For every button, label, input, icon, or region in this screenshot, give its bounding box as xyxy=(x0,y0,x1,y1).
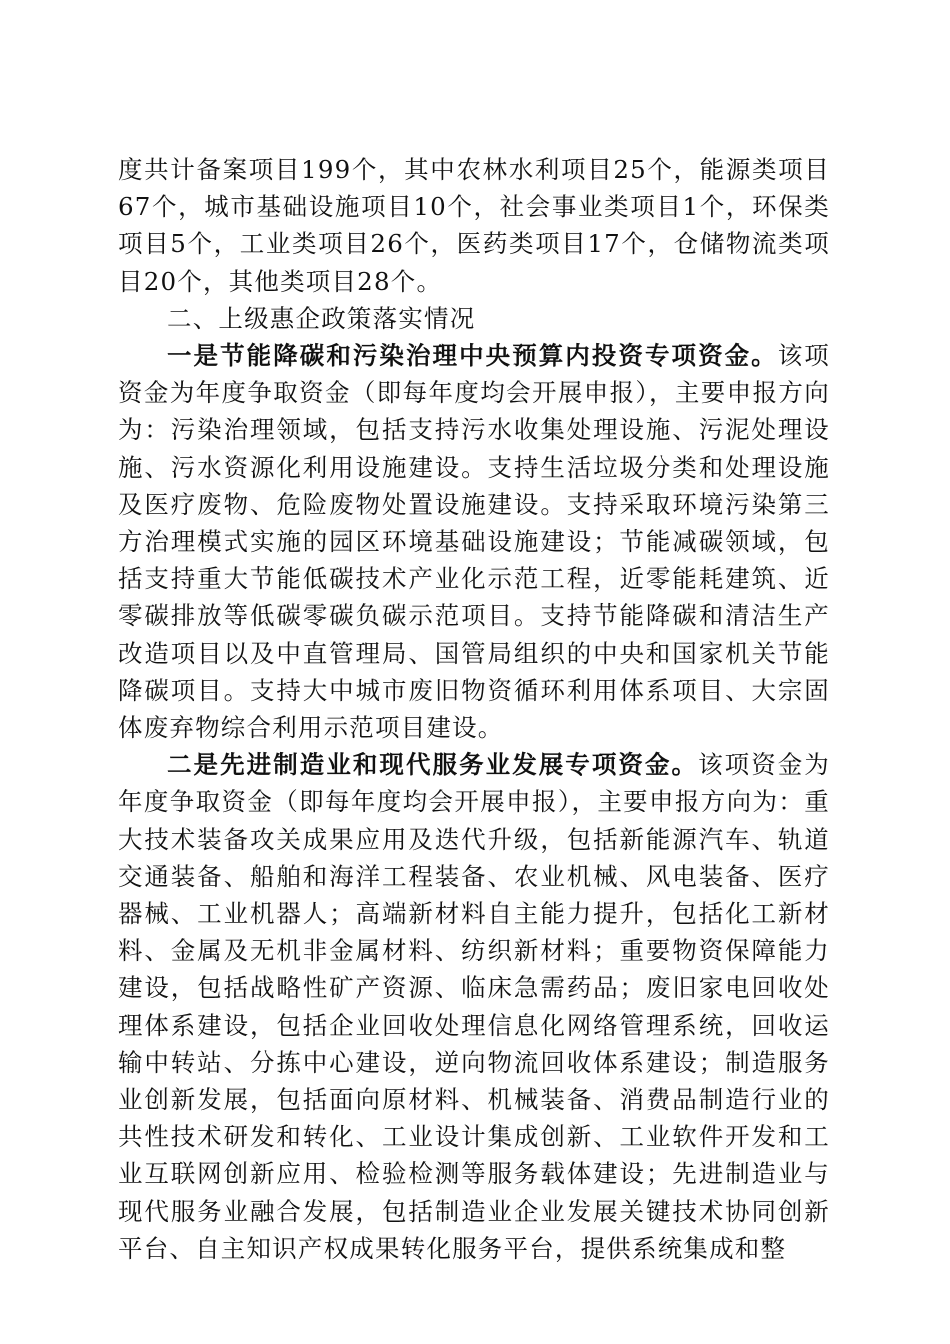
policy-paragraph-1 xyxy=(118,337,830,746)
policy-2-body: 该项资金为年度争取资金（即每年度均会开展申报），主要申报方向为：重大技术装备攻关成果应用及迭代升级，包括新能源汽车、轨道交通装备、船舶和海洋工程装备、农业机械、风电装备、医疗器械、工业机器人；高端新材料自主能力提升，包括化工新材料、金属及无机非金属材料、纺织新材料；重要物资保障能力建设，包括战略性矿产资源、临床急需药品；废旧家电回收处理体系建设，包括企业回收处理信息化网络管理系统，回收运输中转站、分拣中心建设，逆向物流回收体系建设；制造服务业创新发展，包括面向原材料、机械装备、消费品制造行业的共性技术研发和转化、工业设计集成创新、工业软件开发和工业互联网创新应用、检验检测等服务载体建设；先进制造业与现代服务业融合发展，包括制造业企业发展关键技术协同创新平台、自主知识产权成果转化服务平台，提供系统集成和整 xyxy=(118,750,831,1263)
section-heading: 二、上级惠企政策落实情况 xyxy=(167,303,476,333)
document-body xyxy=(118,151,830,1267)
policy-1-title: 一是节能降碳和污染治理中央预算内投资专项资金。 xyxy=(167,341,778,371)
policy-2-title: 二是先进制造业和现代服务业发展专项资金。 xyxy=(167,750,699,780)
continuation-paragraph: 度共计备案项目199个，其中农林水利项目25个，能源类项目67个，城市基础设施项目10个，社会事业类项目1个，环保类项目5个，工业类项目26个，医药类项目17个，仓储物流类项目20个，其他类项目28个。 xyxy=(118,155,830,296)
policy-paragraph-2 xyxy=(118,746,830,1267)
policy-1-body: 该项资金为年度争取资金（即每年度均会开展申报），主要申报方向为：污染治理领域，包括支持污水收集处理设施、污泥处理设施、污水资源化利用设施建设。支持生活垃圾分类和处理设施及医疗废物、危险废物处置设施建设。支持采取环境污染第三方治理模式实施的园区环境基础设施建设；节能减碳领域，包括支持重大节能低碳技术产业化示范工程，近零能耗建筑、近零碳排放等低碳零碳负碳示范项目。支持节能降碳和清洁生产改造项目以及中直管理局、国管局组织的中央和国家机关节能降碳项目。支持大中城市废旧物资循环利用体系项目、大宗固体废弃物综合利用示范项目建设。 xyxy=(118,341,830,743)
